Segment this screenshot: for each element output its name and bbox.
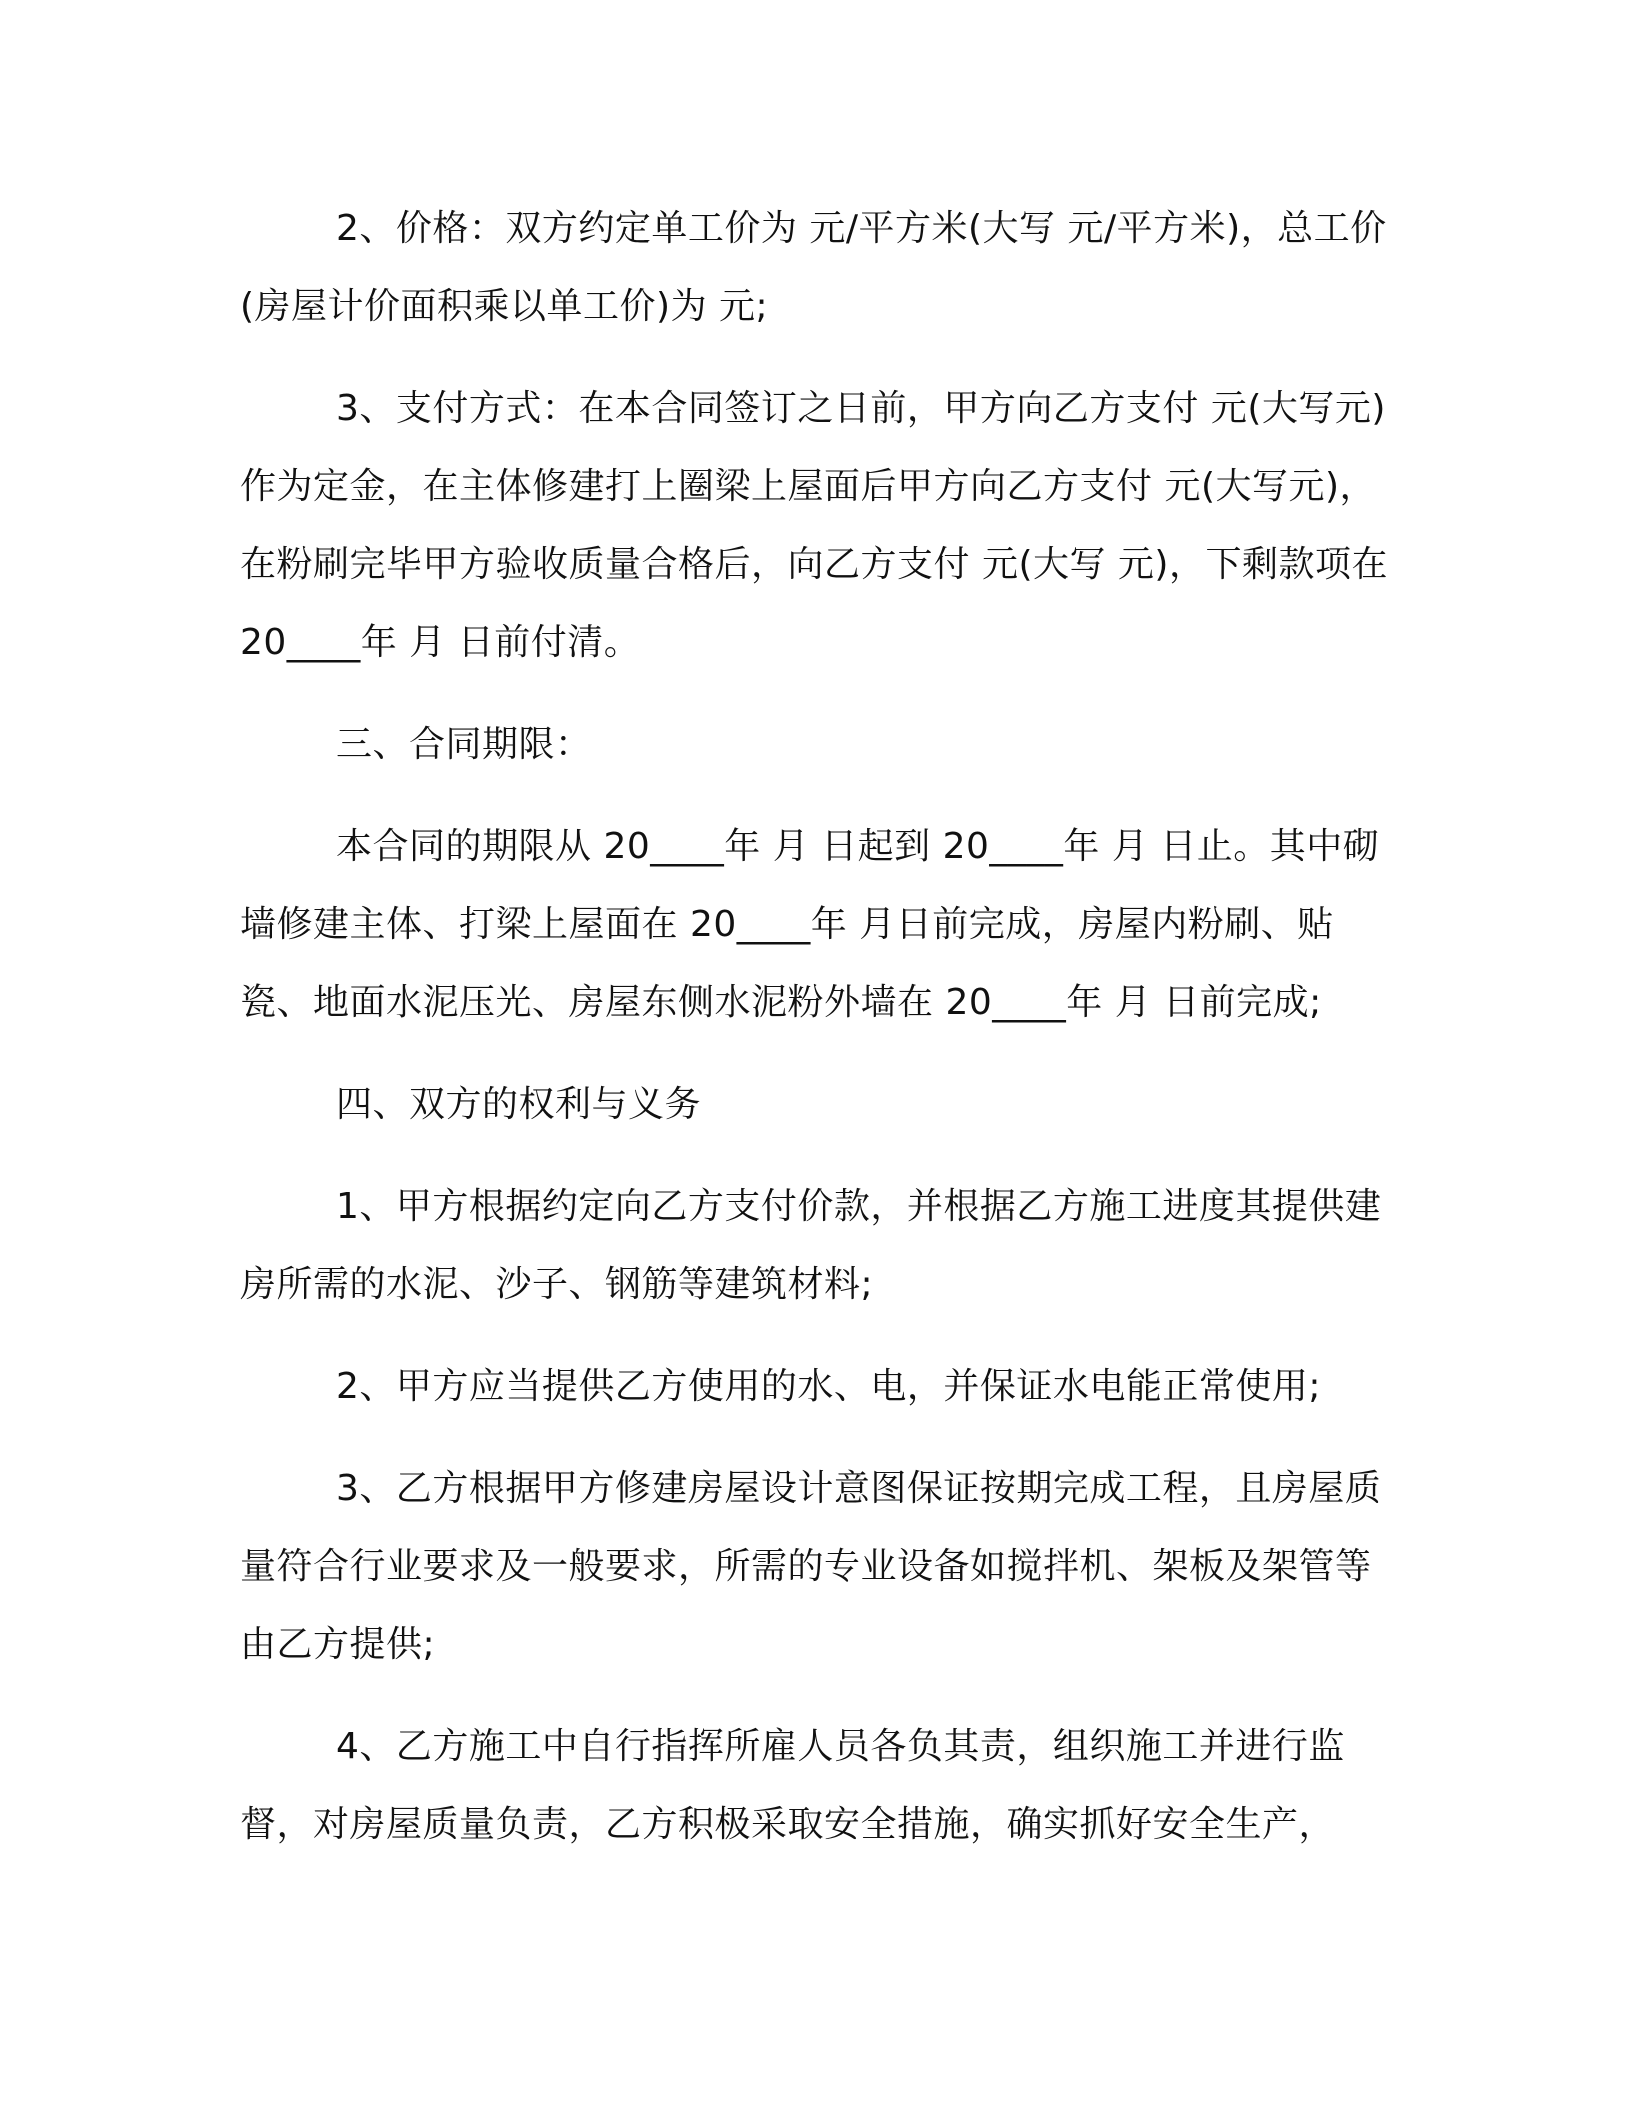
clause-payment-method: 3、支付方式：在本合同签订之日前，甲方向乙方支付 元(大写元)作为定金，在主体修建打上圈梁上屋面后甲方向乙方支付 元(大写元)，在粉刷完毕甲方验收质量合格后，向乙方支付 元(大写 元)，下剩款项在 20____年 月 日前付清。 — [240, 388, 1388, 663]
clause-party-b-supervision: 4、乙方施工中自行指挥所雇人员各负其责，组织施工并进行监督，对房屋质量负责，乙方积极采取安全措施，确实抓好安全生产， — [240, 1726, 1345, 1845]
clause-party-a-payment: 1、甲方根据约定向乙方支付价款，并根据乙方施工进度其提供建房所需的水泥、沙子、钢筋等建筑材料; — [240, 1186, 1382, 1305]
clause-party-a-utilities: 2、甲方应当提供乙方使用的水、电，并保证水电能正常使用; — [336, 1366, 1322, 1407]
clause-price: 2、价格：双方约定单工价为 元/平方米(大写 元/平方米)，总工价(房屋计价面积乘以单工价)为 元; — [240, 208, 1387, 327]
clause-contract-term: 本合同的期限从 20____年 月 日起到 20____年 月 日止。其中砌墙修建主体、打梁上屋面在 20____年 月日前完成，房屋内粉刷、贴瓷、地面水泥压光、房屋东侧水泥粉外墙在 20____年 月 日前完成; — [240, 826, 1380, 1023]
clause-party-b-completion: 3、乙方根据甲方修建房屋设计意图保证按期完成工程，且房屋质量符合行业要求及一般要求，所需的专业设备如搅拌机、架板及架管等由乙方提供; — [240, 1468, 1382, 1665]
section-heading-rights-obligations: 四、双方的权利与义务 — [336, 1084, 702, 1125]
section-heading-contract-term: 三、合同期限： — [336, 724, 592, 765]
document-body — [240, 190, 1392, 1888]
